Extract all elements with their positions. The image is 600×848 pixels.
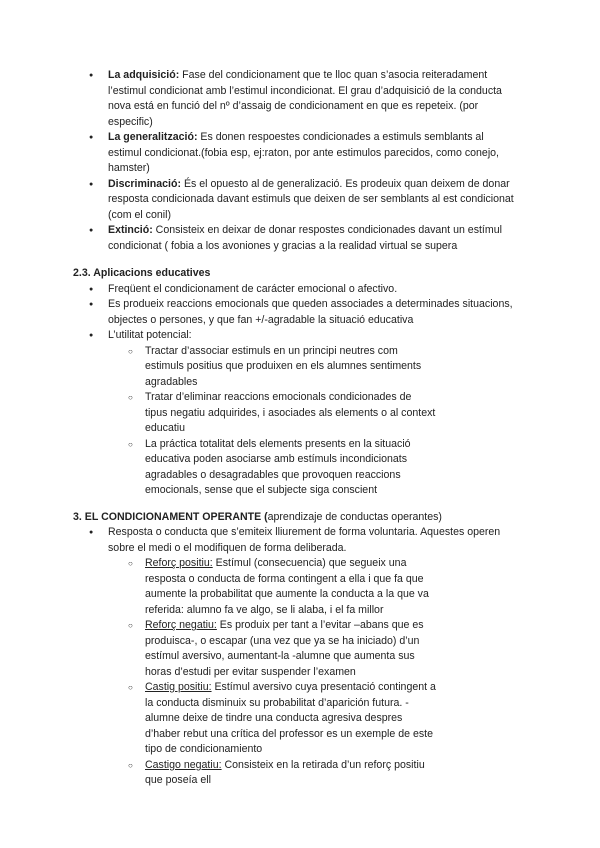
sublist-item: ○ Tratar d’eliminar reaccions emocionals condicionades de tipus negatiu adquirides, i asociades als elements o al context educatiu [0, 390, 518, 437]
list-item-text: L’utilitat potencial: [108, 329, 192, 341]
section-3-sublist [108, 556, 518, 789]
term: Castigo negatiu: [145, 758, 222, 771]
term: La generalització: [108, 131, 198, 143]
definition: Estímul aversivo cuya presentació contingent a la conducta disminuix su probabilitat d’aparición futura. -alumne deixe de tindre una conducta agresiva despres d’haber rebut una crítica del professor es un exemple de este tipo de condicionamiento [145, 681, 436, 755]
term: Extinció: [108, 224, 153, 236]
definitions-list [0, 68, 600, 254]
heading-bold: 3. EL CONDICIONAMENT OPERANTE ( [73, 510, 268, 523]
term: Castig positiu: [145, 681, 212, 693]
heading-normal: aprendizaje de conductas operantes) [267, 510, 442, 523]
list-item: ● Freqüent el condicionament de carácter emocional o afectivo. [0, 282, 600, 298]
sublist-item: ○ La práctica totalitat dels elements presents en la situació educativa poden asociarse amb estímuls incondicionats agradables o desagradables que provoquen reaccions emocionals, sense que el subjecte siga conscient [0, 437, 518, 499]
list-item-text: Resposta o conducta que s’emiteix lliurement de forma voluntaria. Aquestes operen sobre el medi o el modifiquen de forma deliberada. [108, 526, 501, 554]
list-item [0, 177, 600, 224]
definition: Es produix per tant a l’evitar –abans que es produisca-, o escapar (una vez que ya se ha iniciado) d’un estímul aversivo, aumentant-la -alumne que aumenta sus horas d’estudi per evitar suspender l’examen [145, 619, 424, 678]
list-item [0, 525, 600, 789]
sublist-item [0, 758, 518, 789]
section-2-3-list [0, 282, 600, 499]
definition: És el opuesto al de generalizació. Es prodeuix quan deixem de donar resposta condicionada davant estimuls que deixen de ser semblants al est condicionat (com el conil) [108, 177, 514, 221]
document-page [0, 68, 600, 789]
definition: Consisteix en la retirada d’un reforç positiu que poseía ell [145, 758, 425, 786]
term: La adquisició: [108, 69, 180, 81]
sublist-item [0, 680, 518, 758]
section-heading-2-3: 2.3. Aplicacions educatives [73, 267, 211, 279]
term: Reforç positiu: [145, 557, 213, 569]
definition: Es donen respoestes condicionades a estimuls semblants al estimul condicionat.(fobia esp, ej:raton, por ante estimulos parecidos, como conejo, hamster) [108, 131, 500, 174]
list-item [0, 328, 600, 499]
section-heading-3 [0, 510, 600, 526]
definition: Fase del condicionament que te lloc quan s’asocia reiteradament l’estimul condicionat amb l’estimul incondicionat. El grau d’adquisició de la conducta nova está en funció del nº d’assaig de condicionament en que es repeteix. (por especific) [108, 69, 502, 128]
sublist-item [0, 556, 518, 618]
section-3-list [0, 525, 600, 789]
sublist-item: ○ Tractar d’associar estimuls en un principi neutres com estimuls positius que produixen en els alumnes sentiments agradables [0, 344, 518, 391]
term: Discriminació: [108, 177, 182, 190]
definition: Estímul (consecuencia) que segueix una resposta o conducta de forma contingent a ella i que fa que aumente la probabilitat que aumente la conducta a la que va referida: alumno fa ve algo, se li alaba, i el fa millor [145, 557, 429, 616]
definition: Consisteix en deixar de donar respostes condicionades davant un estímul condicionat ( fobia a los avoniones y gracias a la realidad virtual se supera [108, 224, 502, 252]
list-item [0, 68, 600, 130]
sublist-item [0, 618, 518, 680]
list-item [0, 223, 600, 254]
term: Reforç negatiu: [145, 619, 217, 631]
list-item [0, 130, 600, 177]
section-2-3-sublist [108, 344, 518, 499]
list-item: ● Es produeix reaccions emocionals que queden associades a determinades situacions, objectes o persones, y que fan +/-agradable la situació educativa [0, 297, 600, 328]
